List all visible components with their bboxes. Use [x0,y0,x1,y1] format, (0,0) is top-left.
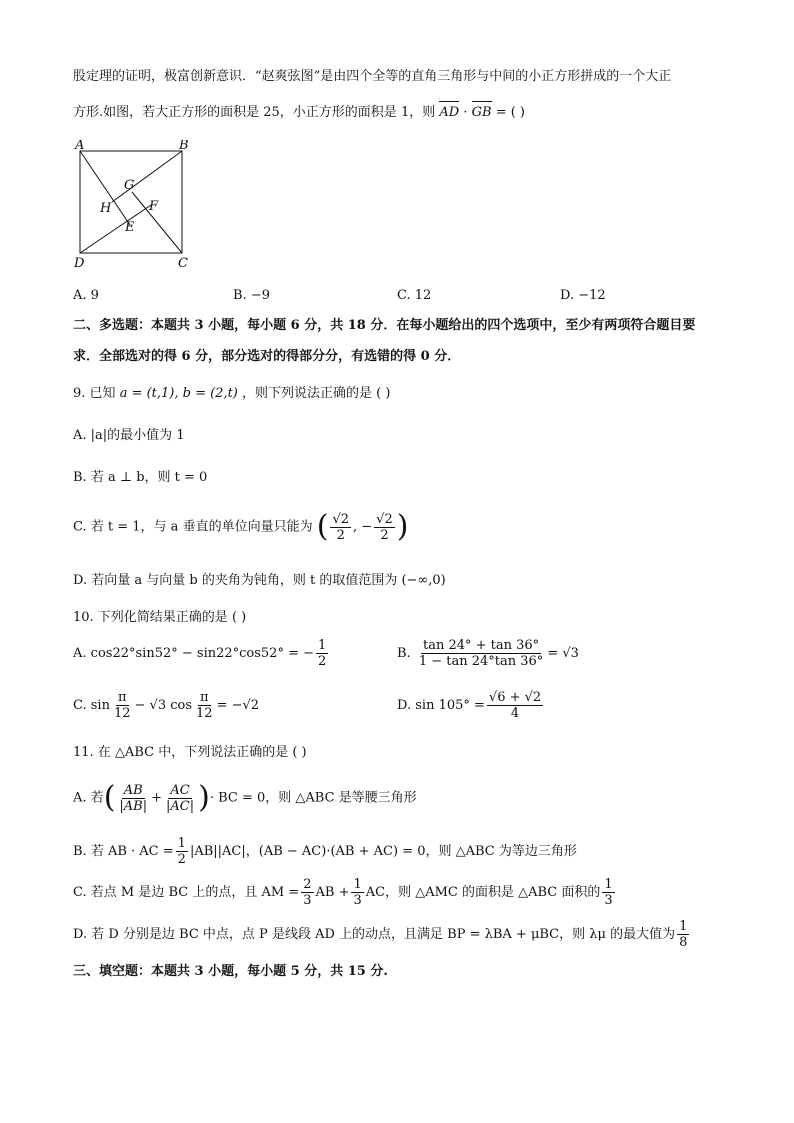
q9-stem-suffix: ，则下列说法正确的是 ( ) [242,386,391,401]
q10-option-c [73,686,259,726]
label-d: D [74,256,85,271]
q8-option-a [73,288,99,303]
option-text: 12 [414,288,432,303]
option-key: B. [397,646,411,661]
q11-option-b [73,832,577,872]
option-key: C. [73,698,87,713]
vector-gb: GB [471,105,492,120]
label-f: F [149,199,159,214]
option-text: 若向量 a 与向量 b 的夹角为钝角，则 t 的取值范围为 (−∞,0) [91,573,446,588]
option-text: |AB||AC|，(AB − AC)·(AB + AC) = 0，则 △ABC 为等边三角形 [189,844,577,859]
line-d-f [80,205,151,253]
dot-operator: · [463,105,468,120]
option-text: 9 [90,288,99,303]
label-g: G [124,178,135,193]
option-text: −9 [250,288,270,303]
left-paren: ( [316,509,329,544]
fraction [330,512,351,543]
section-2-header-line-2: 求．全部选对的得 6 分，部分选对的得部分分，有选错的得 0 分． [73,349,461,364]
option-text: sin [90,698,110,713]
q9-option-b [73,469,207,487]
section-2-header-line-1: 二、多选题：本题共 3 小题，每小题 6 分，共 18 分．在每小题给出的四个选项中，至少有两项符合题目要 [73,318,696,333]
q8-option-b [233,288,270,303]
fraction [164,783,196,814]
fraction [374,512,395,543]
option-text: 若 a ⊥ b，则 t = 0 [90,470,208,485]
denominator: 2 [380,527,389,543]
option-text: 若 AB · AC = [90,844,174,859]
denominator: 3 [303,893,312,908]
intro-line-2-suffix: = ( ) [495,105,525,120]
numerator: tan 24° + tan 36° [422,638,540,653]
option-text: = √3 [547,646,579,661]
q9-option-d [73,572,446,590]
option-key: D. [73,927,88,942]
option-text: sin 105° = [415,698,485,713]
fraction [112,690,133,721]
separator: , − [353,519,373,535]
q9-stem-vectors: a = (t,1), b = (2,t) [119,386,238,401]
q9-stem [73,385,390,403]
option-text: AC，则 △AMC 的面积是 △ABC 面积的 [365,885,601,900]
numerator: 1 [679,919,688,934]
option-key: A. [73,428,87,443]
q9-stem-prefix: 9. 已知 [73,386,116,401]
numerator: 1 [177,836,186,851]
option-text: 若 t = 1，与 a 垂直的单位向量只能为 [90,519,313,535]
numerator: 1 [318,638,327,653]
option-text: cos22°sin52° − sin22°cos52° = − [90,646,315,661]
q10-option-a [73,634,330,674]
fraction [194,690,215,721]
fraction [301,877,313,908]
numerator: π [200,690,209,705]
label-h: H [100,201,112,216]
option-key: A. [73,790,87,806]
fraction [351,877,363,908]
denominator: 12 [113,706,131,721]
option-text: 若 [90,790,104,806]
option-key: C. [73,885,87,900]
intro-line-2 [73,104,525,122]
label-e: E [125,220,135,235]
q10-stem: 10. 下列化简结果正确的是 ( ) [73,610,247,625]
label-b: B [179,140,189,153]
option-key: B. [233,288,247,303]
fraction [176,836,188,867]
denominator: 2 [318,654,327,669]
denominator: 4 [510,706,520,721]
outer-square [80,151,182,253]
denominator: 2 [177,852,186,867]
denominator: |AB| [119,798,148,814]
intro-line-2-prefix: 方形.如图，若大正方形的面积是 25，小正方形的面积是 1，则 [73,105,436,120]
option-text: 若 D 分别是边 BC 中点，点 P 是线段 AD 上的动点，且满足 BP = λBA + μBC，则 λμ 的最大值为 [91,927,676,942]
numerator: 2 [303,877,312,892]
option-text: − √3 cos [134,698,193,713]
option-key: C. [397,288,411,303]
numerator: 1 [604,877,613,892]
fraction [117,783,149,814]
numerator: √2 [376,511,393,527]
denominator: 2 [336,527,345,543]
q11-stem: 11. 在 △ABC 中，下列说法正确的是 ( ) [73,745,307,760]
q11-option-d [73,914,691,956]
fraction [487,690,543,721]
section-3-header: 三、填空题：本题共 3 小题，每小题 5 分，共 15 分. [73,964,388,979]
fraction [316,638,328,669]
plus-operator: + [151,790,163,806]
denominator: 1 − tan 24°tan 36° [418,654,544,669]
q9-option-a [73,427,185,445]
denominator: 12 [196,706,213,721]
label-c: C [178,256,188,271]
q11-option-a [73,776,417,821]
denominator: 3 [604,893,613,908]
right-paren: ) [396,509,409,544]
right-paren: ) [198,780,210,815]
option-text: |a|的最小值为 1 [90,428,185,443]
q8-option-c [397,288,431,303]
left-paren: ( [103,780,116,815]
vector-ad: AD [439,105,460,120]
option-text: −12 [578,288,606,303]
intro-line-1: 股定理的证明，极富创新意识．“赵爽弦图”是由四个全等的直角三角形与中间的小正方形拼成的一个大正 [73,69,672,84]
fraction [417,638,545,669]
denominator: 8 [679,935,688,950]
numerator: π [117,690,127,705]
q10-option-b [397,634,579,674]
option-text: = −√2 [216,698,260,713]
option-key: A. [73,288,87,303]
denominator: |AC| [166,798,195,814]
q9-option-c [73,505,408,550]
q11-option-c [73,872,617,914]
q8-option-d [560,288,606,303]
option-text: 若点 M 是边 BC 上的点，且 AM = [90,885,300,900]
numerator: AB [123,782,143,798]
zhao-shuang-figure [70,140,200,275]
option-text: · BC = 0，则 △ABC 是等腰三角形 [209,790,417,806]
option-key: D. [560,288,575,303]
numerator: √6 + √2 [488,690,542,705]
line-b-h [112,151,182,202]
q10-option-d [397,686,545,726]
denominator: 3 [353,893,362,908]
label-a: A [75,140,85,153]
option-text: AB + [315,885,350,900]
fraction [602,877,614,908]
numerator: AC [170,782,190,798]
numerator: √2 [332,511,349,527]
option-key: B. [73,470,87,485]
option-key: C. [73,519,87,535]
fraction [677,919,689,950]
numerator: 1 [353,877,362,892]
option-key: A. [73,646,87,661]
option-key: D. [397,698,412,713]
option-key: B. [73,844,87,859]
option-key: D. [73,573,88,588]
